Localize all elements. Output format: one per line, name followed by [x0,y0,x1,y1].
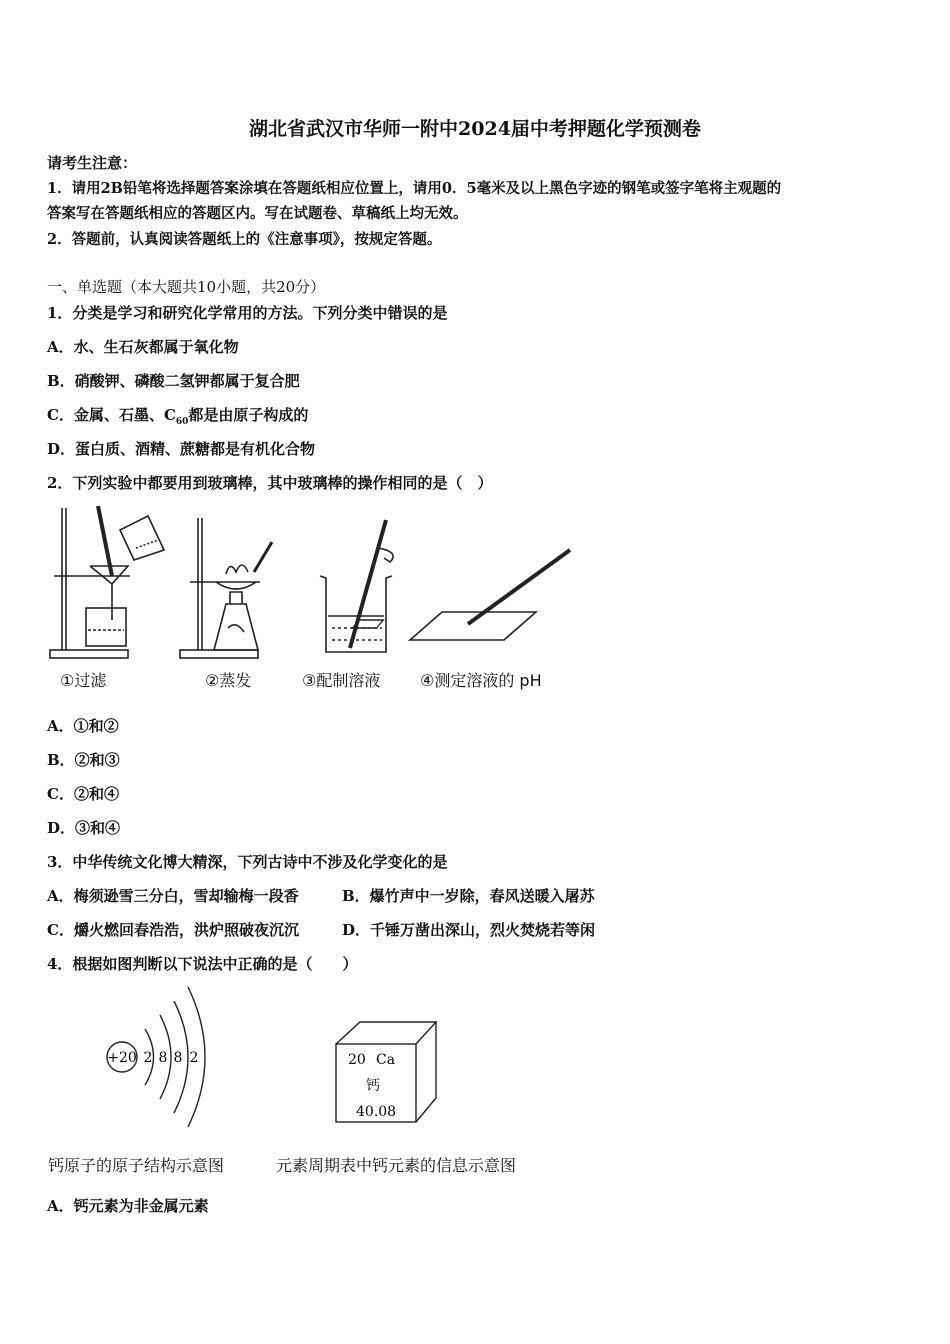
q3-option-b: B．爆竹声中一岁除，春风送暖入屠苏 [342,887,595,905]
q2-option-b: B．②和③ [47,751,120,769]
shell-1-count: 2 [143,1050,153,1066]
element-atomic-number: 20 [348,1052,366,1068]
q1-stem: 1．分类是学习和研究化学常用的方法。下列分类中错误的是 [47,304,448,322]
caption-solution: ③配制溶液 [302,671,381,690]
notice-line-1: 1．请用2B铅笔将选择题答案涂填在答题纸相应位置上，请用0．5毫米及以上黑色字迹的钢笔或签字笔将主观题的 [47,180,782,197]
q1-option-d: D．蛋白质、酒精、蔗糖都是有机化合物 [47,440,316,458]
shell-3-count: 8 [173,1050,183,1066]
section-heading: 一、单选题（本大题共10小题，共20分） [47,278,326,296]
q3-option-a: A．梅须逊雪三分白，雪却输梅一段香 [47,887,299,905]
q1-option-a: A．水、生石灰都属于氧化物 [47,338,239,356]
caption-evaporation: ②蒸发 [205,671,252,690]
element-name: 钙 [366,1078,380,1094]
caption-ph: ④测定溶液的 pH [420,671,542,690]
q3-stem: 3．中华传统文化博大精深，下列古诗中不涉及化学变化的是 [47,853,448,871]
caption-filtration: ①过滤 [60,671,107,690]
filtration-apparatus [50,506,164,658]
element-mass: 40.08 [356,1104,397,1120]
element-symbol: Ca [376,1052,396,1068]
calcium-element-cell [330,1018,442,1128]
q1-option-b: B．硝酸钾、磷酸二氢钾都属于复合肥 [47,372,300,390]
solution-beaker [320,520,393,652]
q2-option-c: C．②和④ [47,785,119,803]
caption-element-cell: 元素周期表中钙元素的信息示意图 [276,1156,517,1175]
caption-atom-diagram: 钙原子的原子结构示意图 [48,1156,225,1175]
q4-option-a: A．钙元素为非金属元素 [47,1197,209,1215]
q4-stem: 4．根据如图判断以下说法中正确的是（ ） [47,955,358,973]
q3-option-c: C．爝火燃回春浩浩，洪炉照破夜沉沉 [47,921,299,939]
q3-option-d: D．千锤万凿出深山，烈火焚烧若等闲 [342,921,596,939]
q1-option-c: C．金属、石墨、$C_{60}$都是由原子构成的 [47,406,309,427]
notice-line-2: 2．答题前，认真阅读答题纸上的《注意事项》，按规定答题。 [47,231,442,248]
notice-line-1b: 答案写在答题纸相应的答题区内。写在试题卷、草稿纸上均无效。 [47,205,468,222]
evaporation-apparatus [180,518,272,658]
q2-option-d: D．③和④ [47,819,121,837]
calcium-atom-diagram [100,985,210,1135]
page-title: 湖北省武汉市华师一附中2024届中考押题化学预测卷 [249,118,701,140]
q2-option-a: A．①和② [47,717,119,735]
shell-4-count: 2 [189,1050,199,1066]
shell-2-count: 8 [158,1050,168,1066]
atom-nucleus: +20 [107,1050,137,1066]
q2-stem: 2．下列实验中都要用到玻璃棒，其中玻璃棒的操作相同的是（ ） [47,474,493,492]
notice-heading: 请考生注意： [47,154,138,172]
q2-apparatus-figure [40,500,600,670]
